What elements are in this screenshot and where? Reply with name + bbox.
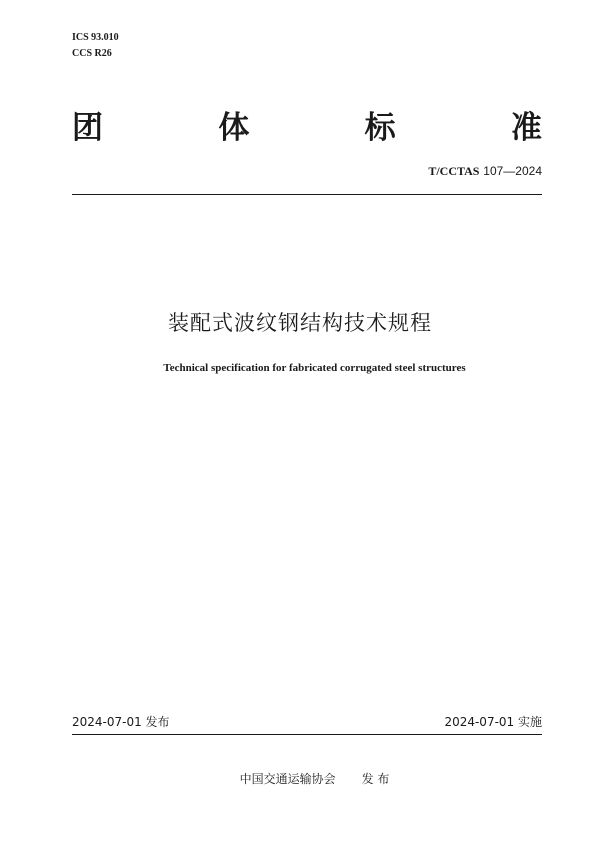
publisher-action: 发 布 (361, 772, 390, 786)
category-char: 团 (72, 110, 103, 146)
top-divider (72, 194, 542, 195)
bottom-divider (72, 734, 542, 735)
standard-number (428, 164, 542, 179)
publisher-line (0, 769, 600, 789)
document-category-title (72, 108, 542, 148)
publisher-name: 中国交通运输协会 (239, 772, 336, 786)
english-title: Technical specification for fabricated corrugated steel structures (163, 362, 466, 374)
issue-date: 2024-07-01 发布 (72, 715, 170, 729)
category-char: 准 (510, 110, 542, 146)
classification-codes (72, 30, 119, 62)
implementation-date: 2024-07-01 实施 (444, 715, 542, 729)
standard-number-value: 107—2024 (483, 164, 542, 178)
ics-code: ICS 93.010 (72, 32, 119, 43)
chinese-title: 装配式波纹钢结构技术规程 (168, 311, 432, 335)
ccs-code: CCS R26 (72, 48, 112, 59)
category-char: 标 (364, 110, 396, 146)
category-char: 体 (218, 110, 250, 146)
standard-number-prefix: T/CCTAS (428, 164, 480, 178)
